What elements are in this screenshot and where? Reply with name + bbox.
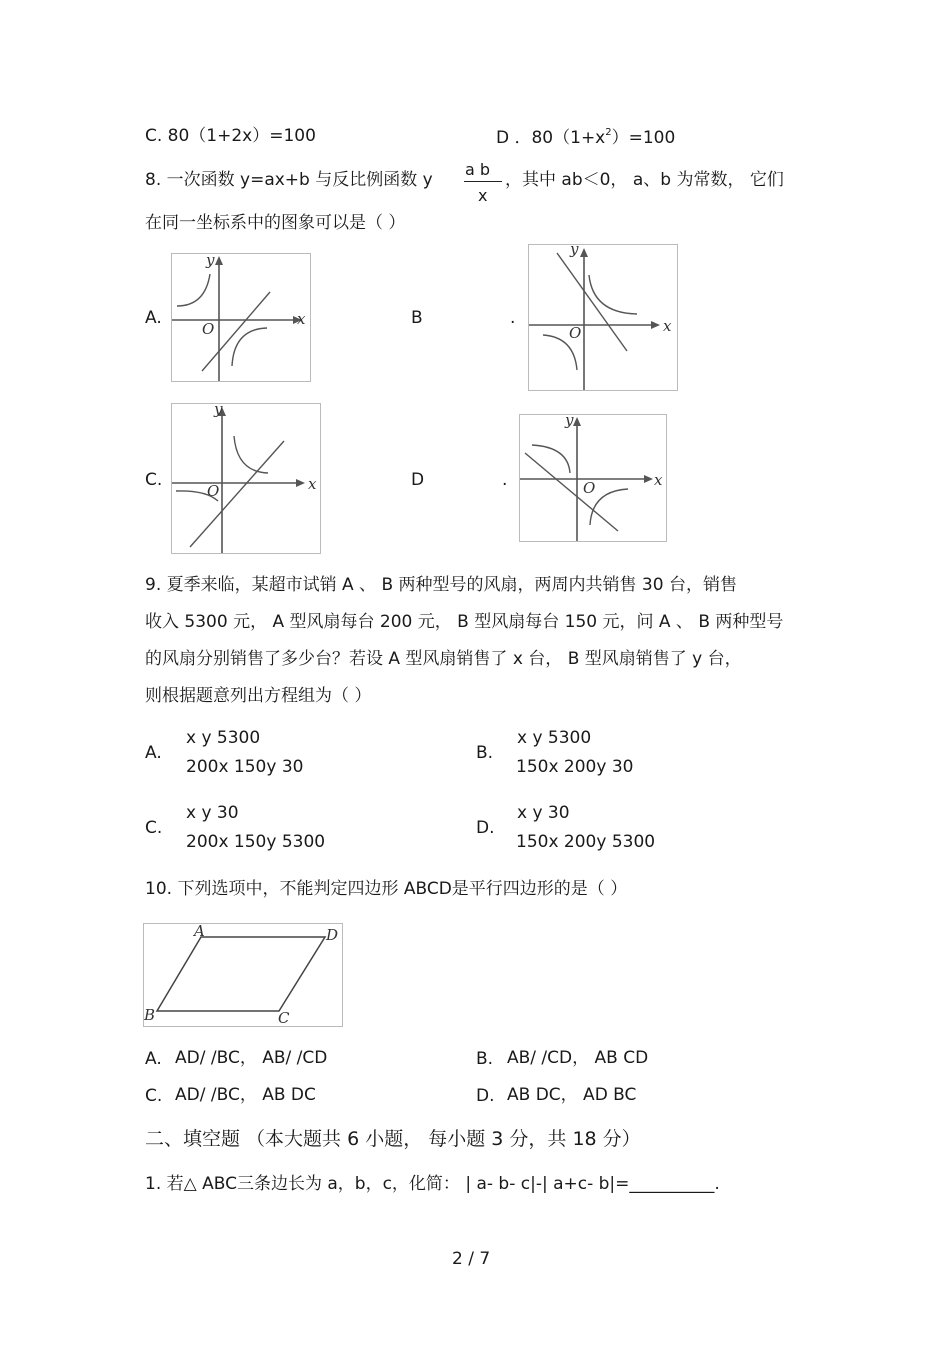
q8-graph-c [171, 403, 321, 554]
hyperbola-branch-lower-right [590, 489, 628, 525]
section-title-fill-in: 二、填空题 （本大题共 6 小题， 每小题 3 分，共 18 分） [145, 1128, 641, 1150]
q8-fraction-denominator: x [478, 186, 488, 205]
q9-option-d-eq2: 150x 200y 5300 [516, 832, 656, 852]
q9-option-c-eq1: x y 30 [186, 803, 239, 823]
q7-option-d-exponent: 2 [605, 127, 612, 138]
hyperbola-branch-upper-left [532, 445, 570, 473]
x-axis-label: x [297, 310, 306, 328]
q7-option-d-text-end: ）=100 [611, 128, 676, 148]
q9-option-a-eq1: x y 5300 [186, 728, 261, 748]
q7-option-d [496, 128, 675, 147]
q10-option-b: AB/ /CD， AB CD [507, 1048, 649, 1068]
q10-option-a: AD/ /BC， AB/ /CD [175, 1048, 328, 1068]
q8-stem-part2: ，其中 ab＜0， a、b 为常数， 它们 [505, 170, 784, 190]
q9-option-d-eq1: x y 30 [517, 803, 570, 823]
q8-graph-b [528, 244, 678, 391]
q9-option-b-eq2: 150x 200y 30 [516, 757, 634, 777]
y-axis-label: y [206, 254, 215, 269]
q8-option-c-label: C. [145, 470, 163, 490]
origin-label: O [583, 479, 596, 497]
q9-stem-line4: 则根据题意列出方程组为（ ） [145, 686, 372, 706]
q10-option-b-label: B. [476, 1049, 494, 1069]
q9-stem-line3: 的风扇分别销售了多少台？若设 A 型风扇销售了 x 台， B 型风扇销售了 y 台， [145, 649, 742, 669]
page-number: 2 / 7 [452, 1249, 491, 1269]
q10-option-d: AB DC， AD BC [507, 1085, 637, 1105]
linear-function-line [525, 453, 618, 531]
q10-stem: 10. 下列选项中，不能判定四边形 ABCD是平行四边形的是（ ） [145, 879, 628, 899]
x-axis-label: x [308, 475, 317, 493]
y-axis-label: y [570, 245, 579, 258]
vertex-c-label: C [278, 1009, 290, 1026]
origin-label: O [202, 320, 215, 338]
q8-fraction-bar [464, 181, 502, 182]
hyperbola-branch-upper-left [177, 274, 210, 306]
q9-option-d-label: D. [476, 818, 495, 838]
q10-option-a-label: A. [145, 1049, 162, 1069]
q9-option-b-eq1: x y 5300 [517, 728, 592, 748]
x-axis-label: x [654, 471, 663, 489]
vertex-b-label: B [144, 1006, 156, 1024]
q10-option-c-label: C. [145, 1086, 163, 1106]
y-axis-arrow-icon [215, 256, 223, 265]
q10-option-c: AD/ /BC， AB DC [175, 1085, 316, 1105]
vertex-a-label: A [194, 924, 205, 940]
q9-option-c-label: C. [145, 818, 163, 838]
y-axis-label: y [565, 415, 574, 429]
y-axis-arrow-icon [573, 417, 581, 426]
q7-option-d-text: D ．80（1+x [496, 128, 606, 148]
vertex-d-label: D [326, 926, 339, 944]
q8-option-d-dot: . [502, 470, 508, 490]
x-axis-arrow-icon [651, 321, 660, 329]
fill-in-question-1: 1. 若△ ABC三条边长为 a，b，c，化简： | a- b- c|-| a+c- b|=__________. [145, 1174, 720, 1194]
y-axis-label: y [214, 404, 223, 418]
x-axis-arrow-icon [644, 475, 653, 483]
q8-stem-part1: 8. 一次函数 y=ax+b 与反比例函数 y [145, 170, 433, 190]
q9-option-c-eq2: 200x 150y 5300 [186, 832, 326, 852]
q8-option-d-label: D [411, 470, 425, 490]
parallelogram-abcd [157, 937, 325, 1011]
q8-graph-a [171, 253, 311, 382]
q8-stem-line2: 在同一坐标系中的图象可以是（ ） [145, 213, 406, 233]
q10-parallelogram-figure [143, 923, 343, 1027]
q10-option-d-label: D. [476, 1086, 495, 1106]
hyperbola-branch-upper-right [234, 436, 268, 473]
q8-option-b-label: B [411, 308, 423, 328]
y-axis-arrow-icon [580, 248, 588, 257]
q9-option-a-label: A. [145, 743, 162, 763]
q8-graph-d [519, 414, 667, 542]
q9-option-b-label: B. [476, 743, 494, 763]
origin-label: O [569, 324, 582, 342]
linear-function-line [557, 253, 627, 351]
q9-stem-line2: 收入 5300 元， A 型风扇每台 200 元， B 型风扇每台 150 元，问 A 、 B 两种型号 [145, 612, 784, 632]
hyperbola-branch-lower-right [232, 328, 267, 366]
q8-fraction-numerator: a b [465, 160, 491, 179]
q9-stem-line1: 9. 夏季来临，某超市试销 A 、 B 两种型号的风扇，两周内共销售 30 台，销售 [145, 575, 737, 595]
q8-option-b-dot: . [510, 308, 516, 328]
origin-label: O [207, 482, 220, 500]
q9-option-a-eq2: 200x 150y 30 [186, 757, 304, 777]
q8-option-a-label: A. [145, 308, 162, 328]
x-axis-arrow-icon [296, 479, 305, 487]
x-axis-label: x [663, 317, 672, 335]
q7-option-c: C. 80（1+2x）=100 [145, 126, 316, 146]
